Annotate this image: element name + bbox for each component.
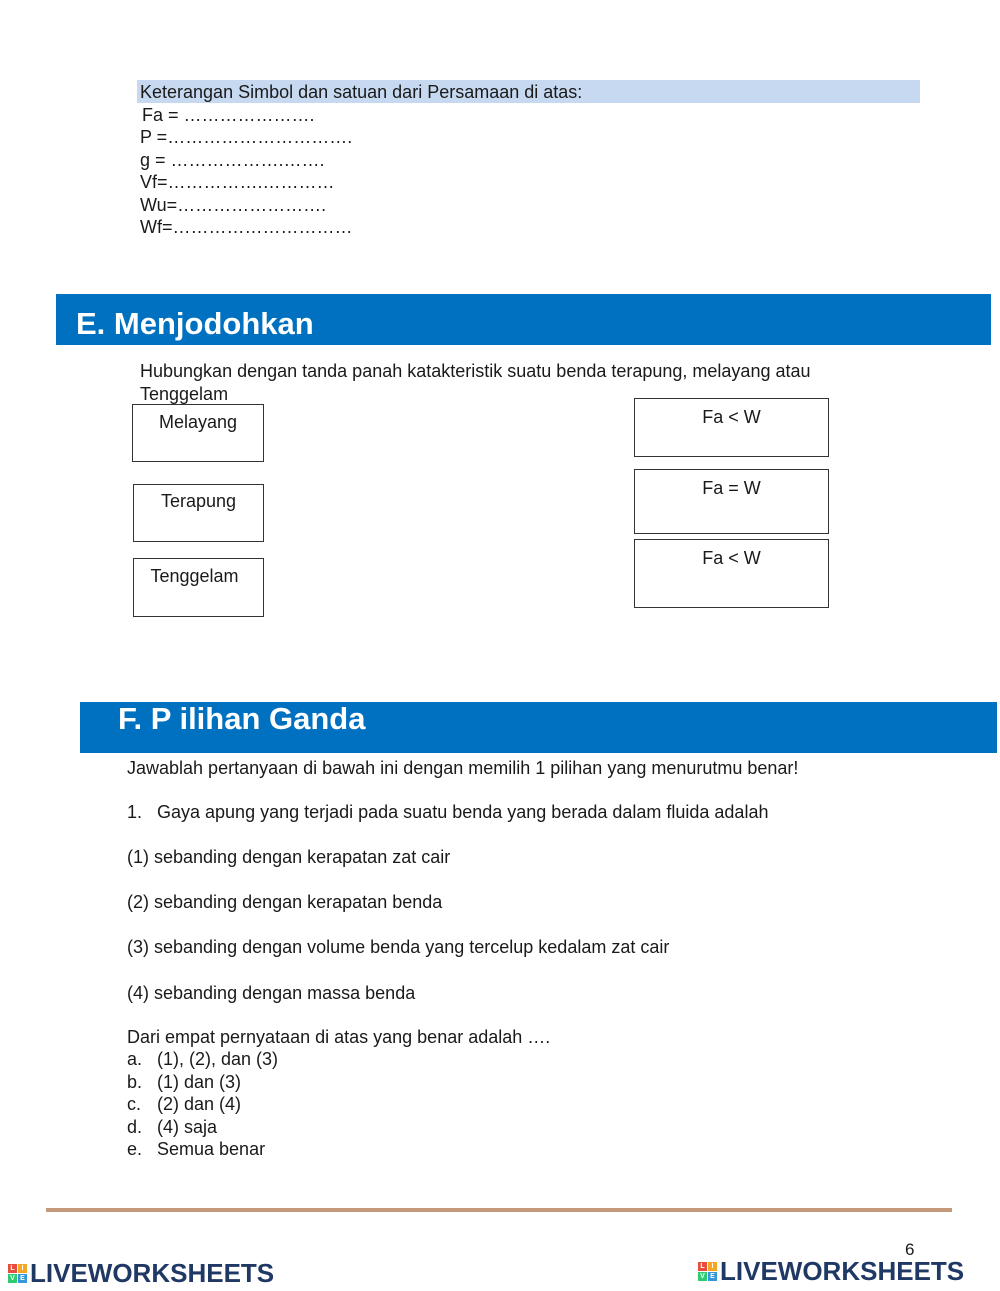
logo-text: LIVEWORKSHEETS [30, 1258, 275, 1288]
option-a[interactable]: (1), (2), dan (3) [157, 1049, 279, 1069]
question-text: Gaya apung yang terjadi pada suatu benda yang berada dalam fluida adalah [157, 802, 769, 822]
symbol-line-wf: Wf=………………………… [140, 217, 353, 237]
section-f-banner [80, 702, 997, 753]
statement-4: (4) sebanding dengan massa benda [127, 983, 416, 1003]
option-c[interactable]: (2) dan (4) [157, 1094, 242, 1114]
logo-text: LIVEWORKSHEETS [720, 1256, 965, 1286]
question-number: 1. [127, 802, 143, 822]
option-b[interactable]: (1) dan (3) [157, 1072, 242, 1092]
symbol-line-vf: Vf=…………….………… [140, 172, 335, 192]
logo-grid-icon: L I V E [698, 1262, 717, 1281]
logo-grid-icon: L I V E [8, 1264, 27, 1283]
section-e-instruction-line1: Hubungkan dengan tanda panah katakteristik suatu benda terapung, melayang atau [140, 361, 811, 381]
symbol-line-g: g = ……………….……. [140, 150, 325, 170]
statement-1: (1) sebanding dengan kerapatan zat cair [127, 847, 451, 867]
option-a-letter: a. [127, 1049, 143, 1069]
match-box-fa-less-w-2[interactable]: Fa < W [634, 539, 829, 608]
liveworksheets-logo-left[interactable] [8, 1258, 274, 1289]
statement-2: (2) sebanding dengan kerapatan benda [127, 892, 443, 912]
match-box-fa-less-w-1[interactable]: Fa < W [634, 398, 829, 457]
section-e-instruction-line2: Tenggelam [140, 384, 229, 404]
match-box-terapung[interactable]: Terapung [133, 484, 264, 542]
match-box-tenggelam[interactable]: Tenggelam [133, 558, 264, 617]
option-d[interactable]: (4) saja [157, 1117, 218, 1137]
question-prompt: Dari empat pernyataan di atas yang benar adalah …. [127, 1027, 551, 1047]
statement-3: (3) sebanding dengan volume benda yang tercelup kedalam zat cair [127, 937, 670, 957]
section-e-banner [56, 294, 991, 345]
match-box-fa-equal-w[interactable]: Fa = W [634, 469, 829, 534]
page-number: 6 [905, 1240, 915, 1259]
section-f-title: F. P ilihan Ganda [118, 701, 366, 736]
symbol-line-wu: Wu=……………………. [140, 195, 327, 215]
symbol-line-fa: Fa = …………………. [142, 105, 315, 125]
section-f-instruction: Jawablah pertanyaan di bawah ini dengan memilih 1 pilihan yang menurutmu benar! [127, 758, 799, 778]
match-box-melayang[interactable]: Melayang [132, 404, 264, 462]
symbols-header: Keterangan Simbol dan satuan dari Persamaan di atas: [140, 82, 583, 102]
option-e[interactable]: Semua benar [157, 1139, 266, 1159]
option-d-letter: d. [127, 1117, 143, 1137]
option-c-letter: c. [127, 1094, 142, 1114]
option-b-letter: b. [127, 1072, 143, 1092]
liveworksheets-logo-right[interactable] [698, 1256, 964, 1287]
symbol-line-p: P =…………………………. [140, 127, 353, 147]
section-e-title: E. Menjodohkan [76, 306, 314, 341]
option-e-letter: e. [127, 1139, 143, 1159]
footer-rule [46, 1208, 952, 1212]
